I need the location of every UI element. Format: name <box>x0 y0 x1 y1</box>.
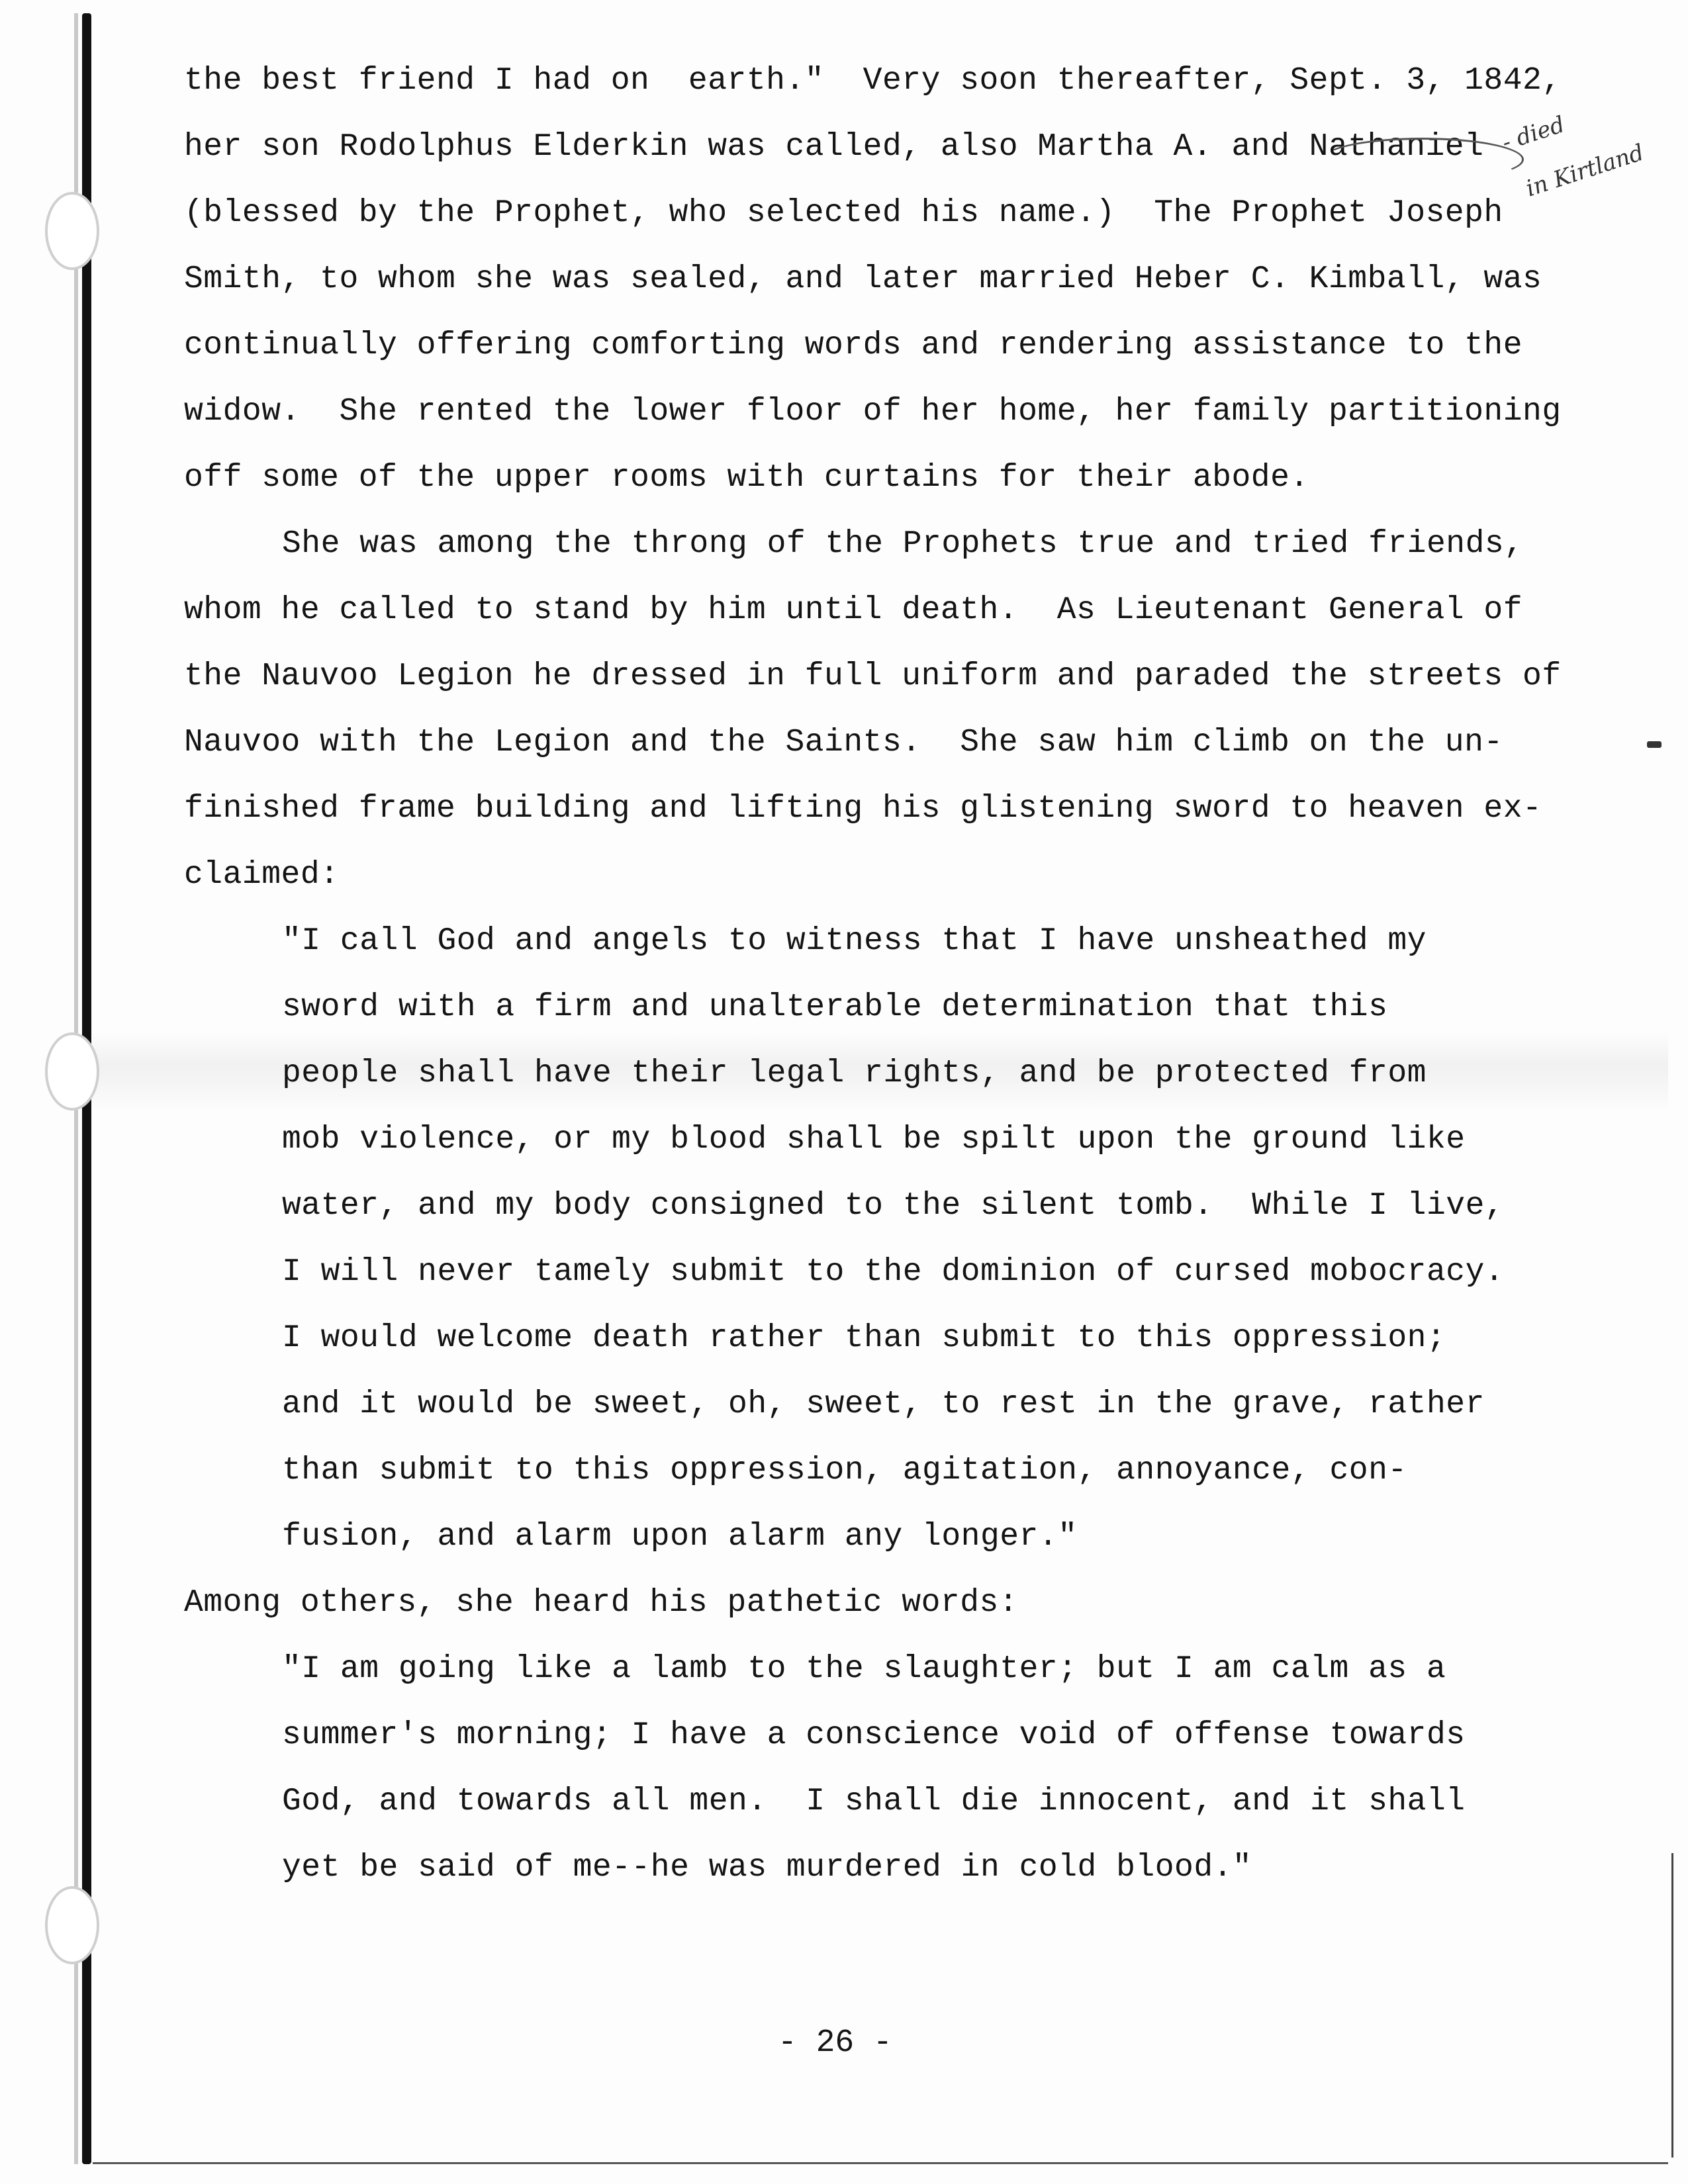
punch-hole-top <box>45 192 99 270</box>
quote-line: summer's morning; I have a conscience void of offense towards <box>282 1717 1466 1753</box>
text-line: widow. She rented the lower floor of her home, her family partitioning <box>184 394 1562 430</box>
quote-line: mob violence, or my blood shall be spilt upon the ground like <box>282 1122 1466 1158</box>
page-bottom-edge <box>93 2162 1668 2164</box>
quote-line: water, and my body consigned to the silent tomb. While I live, <box>282 1188 1505 1224</box>
punch-hole-bottom <box>45 1886 99 1964</box>
text-line: off some of the upper rooms with curtains for their abode. <box>184 460 1309 496</box>
quote-line: and it would be sweet, oh, sweet, to rest in the grave, rather <box>282 1387 1485 1422</box>
punch-hole-middle <box>45 1032 99 1111</box>
text-line: whom he called to stand by him until death. As Lieutenant General of <box>184 592 1523 628</box>
quote-line: "I call God and angels to witness that I have unsheathed my <box>282 923 1427 959</box>
text-line: continually offering comforting words and rendering assistance to the <box>184 328 1523 363</box>
handwritten-note-line-2: in Kirtland <box>1523 139 1648 203</box>
text-line: the Nauvoo Legion he dressed in full uniform and paraded the streets of <box>184 659 1562 694</box>
text-line: claimed: <box>184 857 340 893</box>
text-line: finished frame building and lifting his glistening sword to heaven ex- <box>184 791 1542 827</box>
handwritten-circle-mark <box>1321 138 1524 181</box>
page-right-edge <box>1671 1853 1673 2158</box>
text-line: Among others, she heard his pathetic words: <box>184 1585 1019 1621</box>
quote-line: God, and towards all men. I shall die innocent, and it shall <box>282 1784 1466 1819</box>
handwritten-note-line-1: - died <box>1499 111 1568 156</box>
page-number: - 26 - <box>778 2025 892 2061</box>
quote-line: I will never tamely submit to the dominion of cursed mobocracy. <box>282 1254 1505 1290</box>
text-line: (blessed by the Prophet, who selected his name.) The Prophet Joseph <box>184 195 1503 231</box>
quote-line: sword with a firm and unalterable determination that this <box>282 989 1388 1025</box>
paragraph-start-line: She was among the throng of the Prophets true and tried friends, <box>282 526 1524 562</box>
quote-line: fusion, and alarm upon alarm any longer." <box>282 1519 1078 1555</box>
text-line: the best friend I had on earth." Very soon thereafter, Sept. 3, 1842, <box>184 63 1562 99</box>
quote-line: "I am going like a lamb to the slaughter; but I am calm as a <box>282 1651 1446 1687</box>
quote-line: yet be said of me--he was murdered in cold blood." <box>282 1850 1252 1886</box>
quote-line: I would welcome death rather than submit to this oppression; <box>282 1320 1446 1356</box>
quote-line: people shall have their legal rights, and be protected from <box>282 1056 1427 1091</box>
text-line: her son Rodolphus Elderkin was called, also Martha A. and Nathaniel <box>184 129 1484 165</box>
text-line: Smith, to whom she was sealed, and later married Heber C. Kimball, was <box>184 261 1542 297</box>
margin-mark <box>1647 741 1662 748</box>
quote-line: than submit to this oppression, agitation, annoyance, con- <box>282 1453 1407 1488</box>
text-line: Nauvoo with the Legion and the Saints. She saw him climb on the un- <box>184 725 1503 760</box>
